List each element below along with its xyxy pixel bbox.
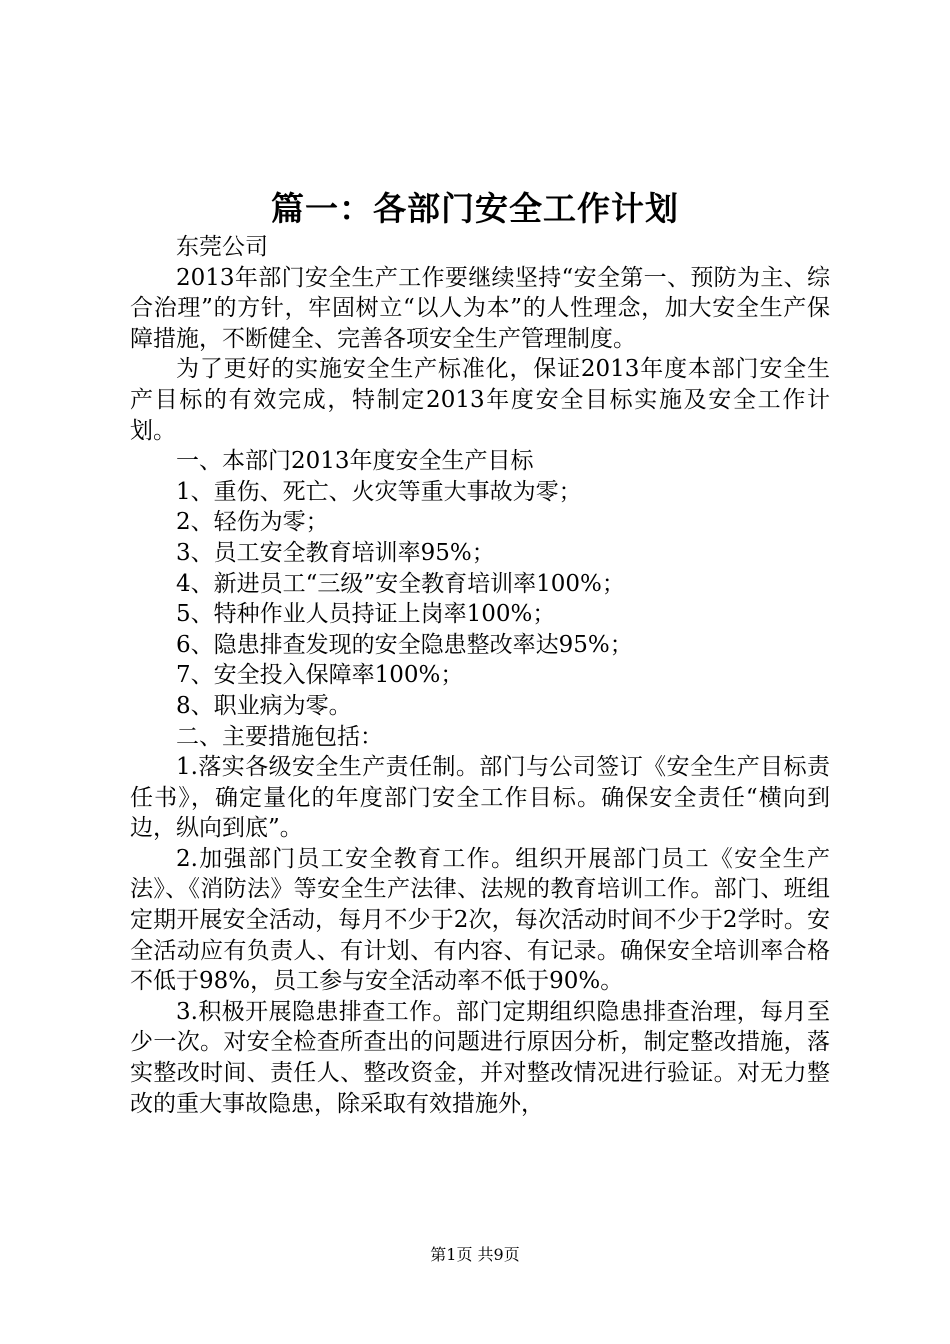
- company-name: 东莞公司: [176, 234, 268, 260]
- goal-item: 4、新进员工“三级”安全教育培训率100%；: [176, 570, 625, 597]
- purpose-paragraph: 为了更好的实施安全生产标准化，保证2013年度本部门安全生产目标的有效完成，特制定2013年度安全目标实施及安全工作计划。: [130, 356, 830, 444]
- section-heading-goals: 一、本部门2013年度安全生产目标: [176, 448, 534, 475]
- page-number-footer: 第1页 共9页: [430, 1245, 520, 1264]
- goal-item: 7、安全投入保障率100%；: [176, 662, 464, 689]
- document-body: [130, 232, 830, 1119]
- section-heading-measures: 二、主要措施包括：: [176, 723, 383, 750]
- measure-paragraph: 1.落实各级安全生产责任制。部门与公司签订《安全生产目标责任书》，确定量化的年度部门安全工作目标。确保安全责任“横向到边，纵向到底”。: [130, 754, 830, 842]
- intro-paragraph: 2013年部门安全生产工作要继续坚持“安全第一、预防为主、综合治理”的方针，牢固树立“以人为本”的人性理念，加大安全生产保障措施，不断健全、完善各项安全生产管理制度。: [130, 264, 830, 352]
- goal-item: 8、职业病为零。: [176, 692, 352, 719]
- measure-paragraph: 2.加强部门员工安全教育工作。组织开展部门员工《安全生产法》、《消防法》等安全生产法律、法规的教育培训工作。部门、班组定期开展安全活动，每月不少于2次，每次活动时间不少于2学时。安全活动应有负责人、有计划、有内容、有记录。确保安全培训率合格不低于98%，员工参与安全活动率不低于90%。: [130, 845, 830, 995]
- document-title: 篇一：各部门安全工作计划: [271, 189, 679, 228]
- goal-item: 3、员工安全教育培训率95%；: [176, 539, 495, 566]
- goal-item: 2、轻伤为零；: [176, 509, 329, 536]
- measure-paragraph: 3.积极开展隐患排查工作。部门定期组织隐患排查治理，每月至少一次。对安全检查所查出的问题进行原因分析，制定整改措施，落实整改时间、责任人、整改资金，并对整改情况进行验证。对无力整改的重大事故隐患，除采取有效措施外，: [130, 998, 830, 1117]
- goal-item: 6、隐患排查发现的安全隐患整改率达95%；: [176, 631, 633, 658]
- goal-item: 5、特种作业人员持证上岗率100%；: [176, 601, 556, 628]
- goal-item: 1、重伤、死亡、火灾等重大事故为零；: [176, 478, 582, 505]
